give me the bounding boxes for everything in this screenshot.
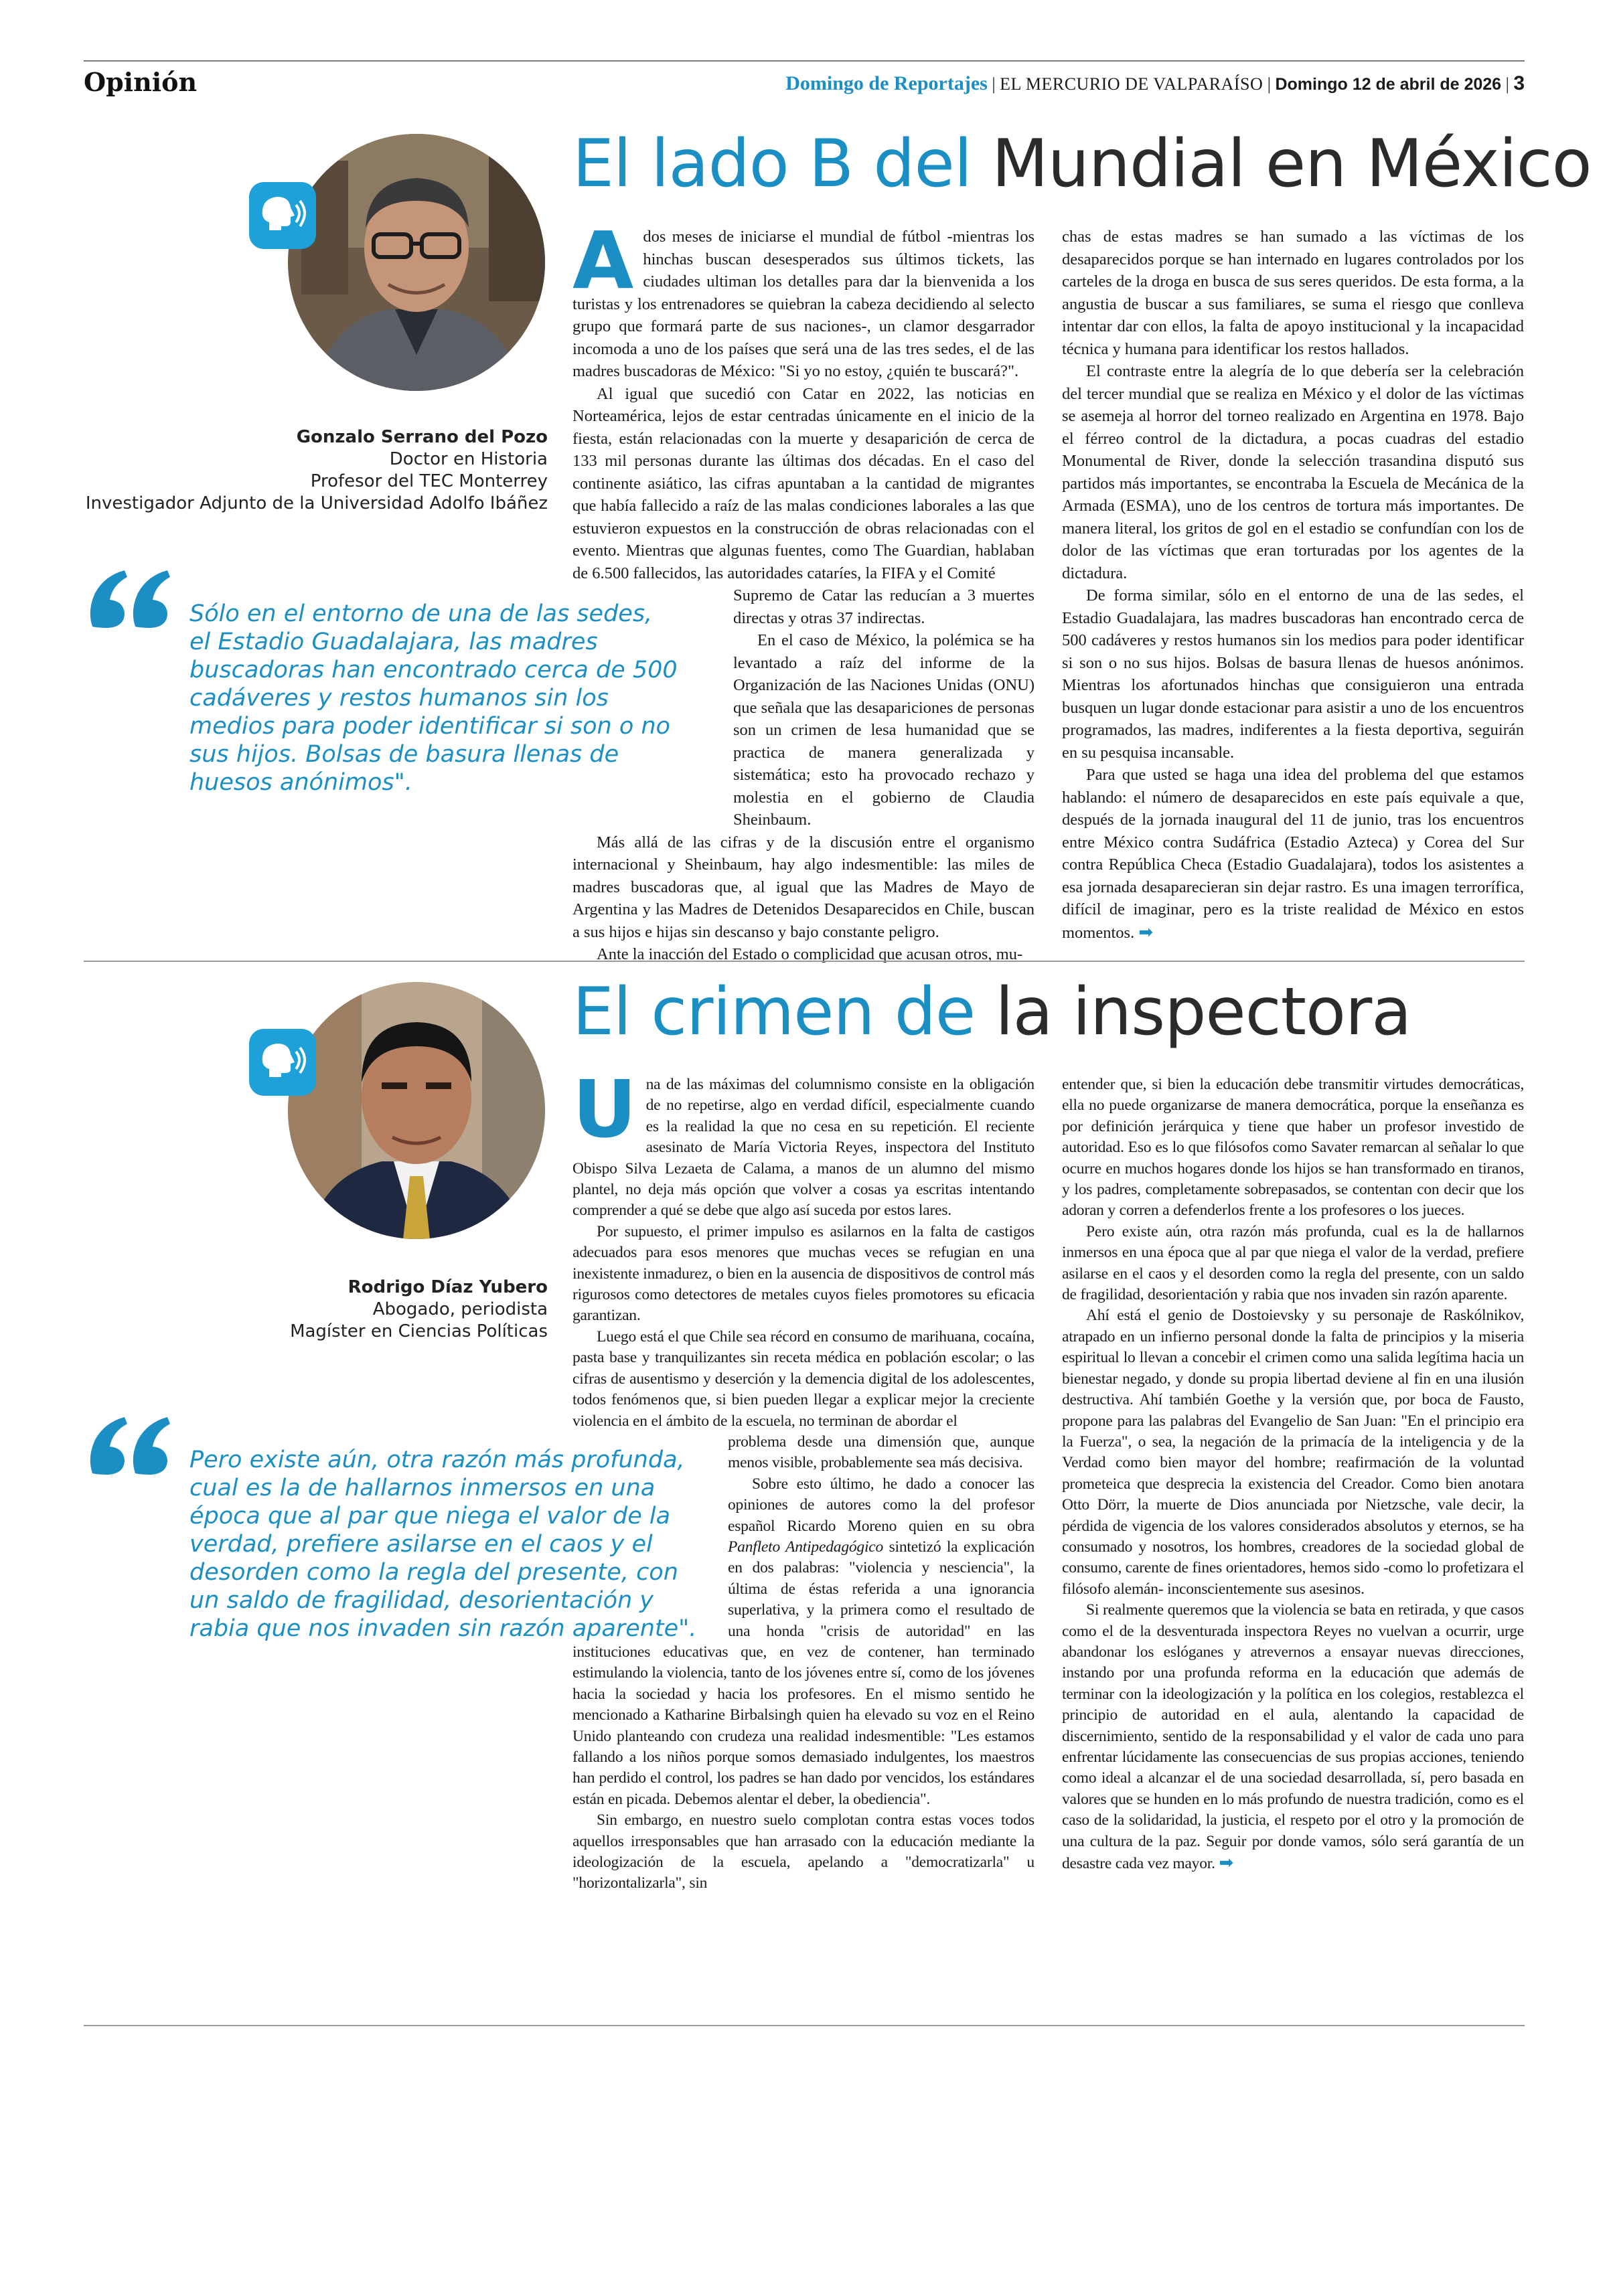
author-name: Gonzalo Serrano del Pozo <box>296 427 548 447</box>
pull-quote: Pero existe aún, otra razón más profunda, cual es la de hallarnos inmersos en una época que al par que niega el valor de la verdad, prefiere asilarse en el caos y el desorden como la regla del presente, con un saldo de fragilidad, desorientación y rabia que nos invaden sin razón aparente". <box>189 1447 697 1642</box>
paragraph: En el caso de México, la polémica se ha levantado a raíz del informe de la Organización de las Naciones Unidas (ONU) que señala que las desapariciones de personas son un crimen de lesa humanidad que se practica de manera generalizada y sistemática; esto ha provocado rechazo y molestia en el gobierno de Claudia Sheinbaum. <box>733 631 1035 829</box>
paragraph <box>572 1063 1035 1222</box>
paragraph-text: na de las máximas del columnismo consiste en la obligación de no repetirse, algo en verdad difícil, especialmente cuando es la realidad la que no cesa en su repetición. El reciente asesinato de María Victoria Reyes, inspectora del Instituto Obispo Silva Lezaeta de Calama, a manos de un alumno del mismo plantel, no deja más opción que volver a cosas ya escritas intentando comprender a qué se debe que algo así suceda por estos lares. <box>572 1076 1035 1220</box>
author-title: Investigador Adjunto de la Universidad Adolfo Ibáñez <box>85 493 548 513</box>
drop-cap: A <box>572 214 634 307</box>
author-credit-gonzalo <box>86 426 548 515</box>
paragraph: Supremo de Catar las reducían a 3 muertes directas y otras 37 indirectas. <box>733 586 1035 627</box>
header-separator: | <box>1267 74 1271 94</box>
headline-accent: El crimen de <box>572 974 976 1050</box>
paragraph: Luego está el que Chile sea récord en consumo de marihuana, cocaína, pasta base y tranquilizantes sin receta médica en población escolar; o las cifras de ausentismo y deserción y la demencia digital de los adolescentes, todos fenómenos que, si bien pueden llegar a explicar mejor la creciente violencia en el ámbito de la escuela, no terminan de abordar el <box>572 1327 1035 1430</box>
article-column-1 <box>572 1063 1035 1894</box>
page-number: 3 <box>1513 72 1525 94</box>
author-name: Rodrigo Díaz Yubero <box>348 1277 548 1297</box>
headline-main: Mundial en México <box>992 126 1592 202</box>
portrait-illustration <box>288 982 545 1239</box>
drop-cap: U <box>572 1063 637 1155</box>
paragraph: Más allá de las cifras y de la discusión entre el organismo internacional y Sheinbaum, hay algo indesmentible: las miles de madres buscadoras que, al igual que las Madres de Mayo de Argentina y las Madres de Detenidos Desaparecidos en Chile, buscan a sus hijos e hijas sin descanso y bajo constante peligro. <box>572 833 1035 941</box>
header-separator: | <box>1505 74 1509 94</box>
paragraph <box>1062 764 1524 944</box>
quotation-mark-icon <box>87 570 173 631</box>
article-headline <box>572 974 1411 1050</box>
author-title: Doctor en Historia <box>389 449 548 469</box>
paragraph: Al igual que sucedió con Catar en 2022, las noticias en Norteamérica, lejos de estar centradas únicamente en el inicio de la fiesta, están relacionadas con la muerte y desaparición de cerca de 133 mil personas durante las últimas dos décadas. En el caso del continente asiático, las cifras apuntaban a la cantidad de migrantes que había fallecido a raíz de las malas condiciones laborales a las que estuvieron expuestos en la construcción de obras relacionadas con el evento. Mientras que algunas fuentes, como The Guardian, hablaban de 6.500 fallecidos, las autoridades cataríes, la FIFA y el Comité <box>572 384 1035 582</box>
quote-spacer <box>572 1432 728 1626</box>
page-bottom-rule <box>84 2025 1525 2026</box>
section-divider <box>84 961 1525 962</box>
header-separator: | <box>992 74 996 94</box>
paragraph: entender que, si bien la educación debe transmitir virtudes democráticas, ella no puede organizarse de manera democrática, porque la enseñanza es por definición jerárquica y tiene que haber un profesor investido de autoridad. Eso es lo que filósofos como Savater remarcan al señalar lo que ocurre en muchos hogares donde los hijos se han transformado en tiranos, y los padres, completamente sobrepasados, se contentan con decir que los adoran y corren a defenderlos frente a los profesores o los jueces. <box>1062 1076 1524 1220</box>
article-column-1 <box>572 214 1035 966</box>
quotation-mark-icon <box>87 1417 173 1478</box>
author-title: Abogado, periodista <box>372 1299 548 1319</box>
paragraph: Pero existe aún, otra razón más profunda, cual es la de hallarnos inmersos en una época que al par que niega el valor de la verdad, prefiere asilarse en el caos y el desorden como la regla del presente, con un saldo de fragilidad, desorientación y rabia que nos invaden sin razón aparente. <box>1062 1222 1524 1304</box>
header-masthead <box>785 72 1525 95</box>
author-credit-rodrigo <box>290 1277 548 1343</box>
paragraph-text: Si realmente queremos que la violencia se bata en retirada, y que casos como el de la desventurada inspectora Reyes no vuelvan a ocurrir, urge abandonar los eslóganes y atrevernos a ensayar nuevas direcciones, instando por una profunda reforma en la educación que además de terminar con la ideologización y la política en los colegios, restablezca el principio de autoridad en el aula, alentando la capacidad de discernimiento, sentido de la responsabilidad y el valor de cada uno para enfrentar lúcidamente las consecuencias de sus propias acciones, teniendo como ideal a alcanzar el de una sociedad desarrollada, sí, pero basada en valores que se hunden en lo más profundo de nuestra tradición, como es el caso de la solidaridad, la justicia, el respeto por el otro y la promoción de una cultura de la paz. Seguir por donde vamos, sólo será garantía de un desastre cada vez mayor. <box>1062 1601 1524 1873</box>
portrait-illustration <box>288 134 545 391</box>
newspaper-name: EL MERCURIO DE VALPARAÍSO <box>1000 74 1264 94</box>
paragraph <box>572 214 1035 383</box>
audio-listen-icon[interactable] <box>249 1029 316 1096</box>
book-title: Panfleto Antipedagógico <box>728 1538 884 1556</box>
headline-main: la inspectora <box>995 974 1411 1050</box>
paragraph: De forma similar, sólo en el entorno de una de las sedes, el Estadio Guadalajara, las madres buscadoras han encontrado cerca de 500 cadáveres y restos humanos sin los medios para poder identificar si son o no sus hijos. Bolsas de basura llenas de huesos anónimos. Mientras los afortunados hinchas que consiguieron una entrada busquen un lugar donde estacionar para asistir a uno de los encuentros programados, las madres, indiferentes a la fiesta deportiva, seguirán en su pesquisa incansable. <box>1062 586 1524 762</box>
page-header <box>84 60 1525 100</box>
paragraph: Sin embargo, en nuestro suelo complotan contra estas voces todos aquellos irresponsables que han arrasado con la educación mediante la ideologización de la escuela, apelando a "democratizarla" u "horizontalizarla", sin <box>572 1811 1035 1892</box>
author-photo-gonzalo <box>288 134 545 391</box>
paragraph <box>1062 1600 1524 1874</box>
author-title: Magíster en Ciencias Políticas <box>290 1321 548 1341</box>
paragraph: Ahí está el genio de Dostoievsky y su personaje de Raskólnikov, atrapado en un infierno personal donde la falta de principios y la miseria espiritual lo llevan a concebir el crimen como una salida legítima hacia un bienestar negado, y donde su propia libertad deviene al fin en una ilusión destructiva. Ahí también Goethe y la versión que, por boca de Fausto, propone para las palabras del Evangelio de San Juan: "En el principio era la Fuerza", o sea, la negación de la primacía de la inteligencia y de la Verdad como bien mayor del hombre; reafirmación de la voluntad prometeica que desprecia la existencia del Creador. Como bien anotara Otto Dörr, la muerte de Dios anunciada por Nietzsche, vale decir, la pérdida de vigencia de los valores considerados absolutos y eternos, se ha consumado y nosotros, los hombres, creadores de la sociedad global de consumo, carente de fines orientadores, hemos sido -como lo profetizara el filósofo alemán- inconscientemente sus asesinos. <box>1062 1307 1524 1598</box>
section-label: Opinión <box>84 67 198 97</box>
author-title: Profesor del TEC Monterrey <box>310 471 548 491</box>
end-arrow-icon: ➡ <box>1138 922 1154 942</box>
paragraph: problema desde una dimensión que, aunque menos visible, probablemente sea más decisiva. <box>728 1432 1035 1472</box>
audio-listen-icon[interactable] <box>249 182 316 249</box>
quote-spacer <box>572 584 733 812</box>
paragraph-text: Sobre esto último, he dado a conocer las opiniones de autores como la del profesor español Ricardo Moreno quien en su obra <box>728 1475 1035 1535</box>
paragraph: chas de estas madres se han sumado a las víctimas de los desaparecidos porque se han internado en lugares controlados por los carteles de la droga en busca de sus seres queridos. De esta forma, a la angustia de buscar a sus familiares, se suma el riesgo que conlleva intentar dar con ellos, la falta de apoyo institucional y la incapacidad técnica y humana para identificar los restos hallados. <box>1062 228 1524 358</box>
paragraph-text: sintetizó la explicación en dos palabras: "violencia y nesciencia", la última de éstas referida a una ignorancia superlativa, y la primera como el resultado de una honda "crisis de autoridad" en las instituciones educativas que, en vez de contener, han terminado estimulando la violencia, tanto de los jóvenes entre sí, como de los jóvenes hacia la sociedad y hacia los profesores. En el mismo sentido he mencionado a Katharine Birbalsingh quien ha elevado su voz en el Reino Unido planteando con crudeza una realidad indesmentible: "Les estamos fallando a los niños porque somos demasiado indulgentes, los maestros han perdido el control, los padres se han dado por vencidos, los estándares están en picada. Debemos alentar el deber, la obediencia". <box>572 1538 1035 1808</box>
paragraph-text: Para que usted se haga una idea del problema del que estamos hablando: el número de desaparecidos en este país equivale a que, después de la jornada inaugural del 11 de junio, tras los encuentros entre México contra Sudáfrica (Estadio Azteca) y Corea del Sur contra República Checa (Estadio Guadalajara), todos los asistentes a esa jornada desaparecieran sin dejar rastro. Es una imagen terrorífica, difícil de imaginar, pero es la triste realidad de México en estos momentos. <box>1062 766 1524 942</box>
paragraph-text: dos meses de iniciarse el mundial de fútbol -mientras los hinchas buscan desesperados sus últimos tickets, las ciudades ultiman los detalles para dar la bienvenida a los turistas y los entrenadores se quiebran la cabeza decidiendo al selecto grupo que formará parte de sus naciones-, un clamor desgarrador incomoda a uno de los países que será una de las tres sedes, el de las madres buscadoras de México: "Si yo no estoy, ¿quién te buscará?". <box>572 228 1035 380</box>
speaker-head-icon <box>249 1029 316 1096</box>
paragraph: El contraste entre la alegría de lo que debería ser la celebración del tercer mundial que se realiza en México y el dolor de las víctimas se asemeja al horror del torneo realizado en Argentina en 1978. Bajo el férreo control de la dictadura, a pocas cuadras del estadio Monumental de River, donde la selección trasandina disputó sus partidos más importantes, se encontraba la Escuela de Mecánica de la Armada (ESMA), uno de los centros de tortura más importantes. De manera literal, los gritos de gol en el estadio se confundían con los de dolor de las víctimas que eran torturadas por los agentes de la dictadura. <box>1062 362 1524 582</box>
headline-accent: El lado B del <box>572 126 972 202</box>
speaker-head-icon <box>249 182 316 249</box>
end-arrow-icon: ➡ <box>1219 1853 1234 1873</box>
paragraph: Por supuesto, el primer impulso es asilarnos en la falta de castigos adecuados para esos menores que muchas veces se refugian en una inexistente inmadurez, o bien en la ausencia de dispositivos de control más rigurosos como detectores de metales cuyos fieles promotores su eficacia garantizan. <box>572 1222 1035 1325</box>
author-photo-rodrigo <box>288 982 545 1239</box>
article-headline <box>572 126 1592 202</box>
issue-date: Domingo 12 de abril de 2026 <box>1275 75 1502 94</box>
paragraph: Ante la inacción del Estado o complicidad que acusan otros, mu- <box>597 945 1023 963</box>
article-column-2 <box>1062 226 1524 944</box>
supplement-name: Domingo de Reportajes <box>785 72 988 94</box>
article-column-2 <box>1062 1074 1524 1874</box>
pull-quote: Sólo en el entorno de una de las sedes, el Estadio Guadalajara, las madres buscadoras han encontrado cerca de 500 cadáveres y restos humanos sin los medios para poder identificar si son o no sus hijos. Bolsas de basura llenas de huesos anónimos". <box>189 600 678 796</box>
